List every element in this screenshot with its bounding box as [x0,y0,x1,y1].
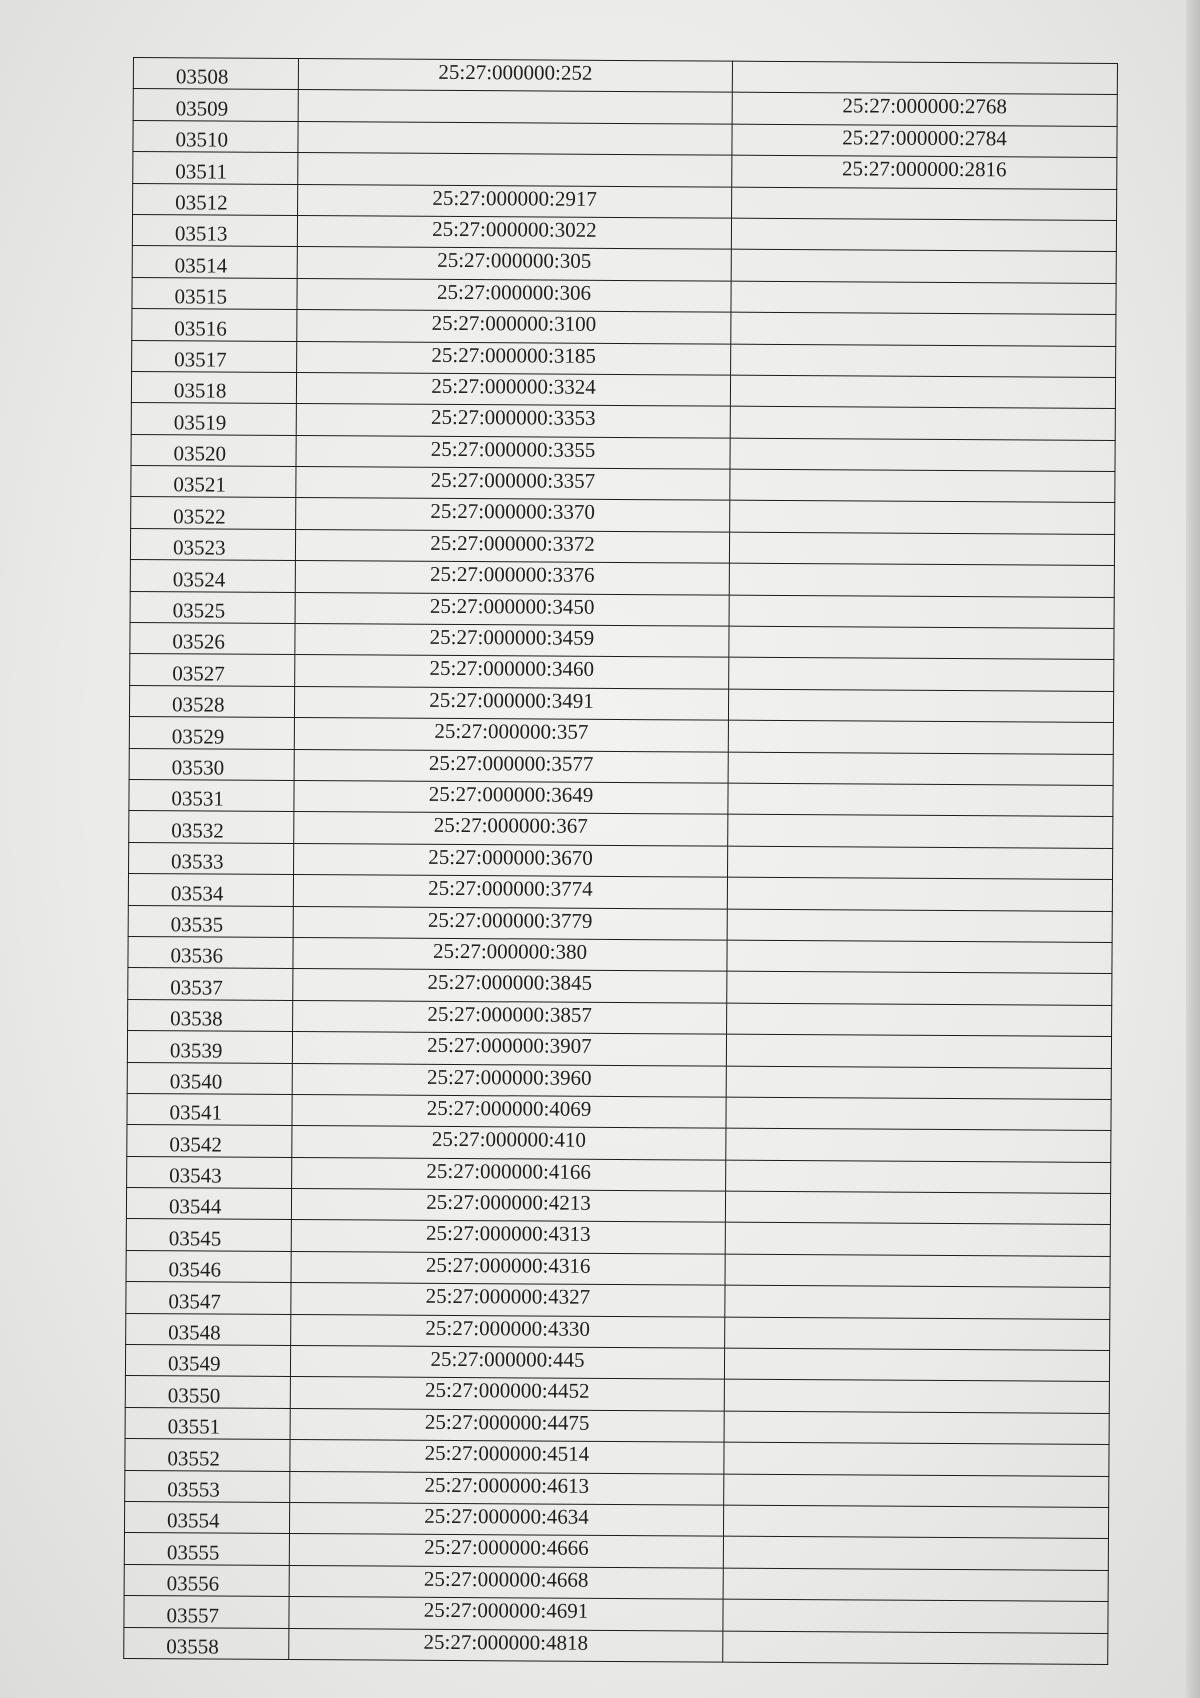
secondary-cadastral-number-cell [729,563,1114,597]
row-number-cell: 03556 [124,1564,289,1596]
row-number-cell: 03509 [133,89,298,121]
cadastral-number-cell: 25:27:000000:3185 [297,341,731,375]
cadastral-number-cell: 25:27:000000:3355 [296,435,730,469]
cadastral-number-cell: 25:27:000000:4475 [290,1408,724,1442]
secondary-cadastral-number-cell: 25:27:000000:2784 [732,124,1117,158]
cadastral-number-cell: 25:27:000000:305 [297,247,731,281]
row-number-cell: 03508 [133,58,298,90]
row-number-cell: 03532 [129,811,294,843]
cadastral-number-cell: 25:27:000000:4316 [291,1251,725,1285]
row-number-cell: 03546 [126,1250,291,1282]
secondary-cadastral-number-cell [730,501,1115,535]
secondary-cadastral-number-cell [726,1066,1111,1100]
row-number-cell: 03555 [124,1533,289,1565]
row-number-cell: 03540 [127,1062,292,1094]
row-number-cell: 03529 [129,717,294,749]
row-number-cell: 03537 [128,968,293,1000]
cadastral-number-cell: 25:27:000000:4213 [291,1189,725,1223]
cadastral-number-cell [298,153,732,187]
row-number-cell: 03514 [132,246,297,278]
secondary-cadastral-number-cell [728,815,1113,849]
row-number-cell: 03510 [133,120,298,152]
cadastral-number-cell [298,90,732,124]
cadastral-number-cell: 25:27:000000:3357 [296,467,730,501]
secondary-cadastral-number-cell [724,1380,1109,1414]
secondary-cadastral-number-cell [725,1285,1110,1319]
row-number-cell: 03553 [125,1470,290,1502]
secondary-cadastral-number-cell [730,469,1115,503]
row-number-cell: 03511 [133,152,298,184]
row-number-cell: 03531 [129,779,294,811]
row-number-cell: 03521 [131,466,296,498]
secondary-cadastral-number-cell [728,689,1113,723]
secondary-cadastral-number-cell [728,720,1113,754]
secondary-cadastral-number-cell [725,1254,1110,1288]
table-body [124,58,1118,1665]
cadastral-number-cell: 25:27:000000:3459 [295,624,729,658]
secondary-cadastral-number-cell [729,658,1114,692]
row-number-cell: 03539 [127,1031,292,1063]
secondary-cadastral-number-cell [731,312,1116,346]
secondary-cadastral-number-cell: 25:27:000000:2816 [732,155,1117,189]
cadastral-number-cell: 25:27:000000:4069 [292,1094,726,1128]
row-number-cell: 03525 [130,591,295,623]
row-number-cell: 03528 [129,685,294,717]
row-number-cell: 03536 [128,936,293,968]
row-number-cell: 03533 [129,842,294,874]
cadastral-number-cell [298,121,732,155]
cadastral-number-cell: 25:27:000000:3324 [296,372,730,406]
secondary-cadastral-number-cell [727,940,1112,974]
cadastral-number-cell: 25:27:000000:3670 [294,843,728,877]
secondary-cadastral-number-cell [731,218,1116,252]
row-number-cell: 03549 [125,1344,290,1376]
secondary-cadastral-number-cell [731,281,1116,315]
page-edge-shadow [1186,0,1200,1698]
secondary-cadastral-number-cell [732,61,1117,95]
cadastral-number-cell: 25:27:000000:2917 [298,184,732,218]
row-number-cell: 03520 [131,434,296,466]
row-number-cell: 03527 [130,654,295,686]
cadastral-number-cell: 25:27:000000:4666 [289,1534,723,1568]
row-number-cell: 03551 [125,1407,290,1439]
secondary-cadastral-number-cell [731,344,1116,378]
cadastral-number-cell: 25:27:000000:252 [298,59,732,93]
secondary-cadastral-number-cell [732,187,1117,221]
cadastral-number-cell: 25:27:000000:4691 [289,1597,723,1631]
row-number-cell: 03552 [125,1439,290,1471]
row-number-cell: 03522 [131,497,296,529]
cadastral-number-cell: 25:27:000000:306 [297,278,731,312]
secondary-cadastral-number-cell [726,1097,1111,1131]
cadastral-number-cell: 25:27:000000:3370 [296,498,730,532]
table-row [124,1627,1108,1664]
row-number-cell: 03543 [127,1156,292,1188]
secondary-cadastral-number-cell [727,971,1112,1005]
secondary-cadastral-number-cell [723,1536,1108,1570]
cadastral-number-cell: 25:27:000000:4452 [290,1377,724,1411]
secondary-cadastral-number-cell [728,783,1113,817]
cadastral-number-cell: 25:27:000000:3960 [292,1063,726,1097]
cadastral-number-cell: 25:27:000000:3907 [292,1032,726,1066]
row-number-cell: 03526 [130,623,295,655]
cadastral-number-cell: 25:27:000000:3649 [294,780,728,814]
cadastral-number-cell: 25:27:000000:380 [293,937,727,971]
secondary-cadastral-number-cell [729,626,1114,660]
row-number-cell: 03517 [132,340,297,372]
cadastral-number-cell: 25:27:000000:4613 [290,1471,724,1505]
row-number-cell: 03534 [128,874,293,906]
secondary-cadastral-number-cell [729,532,1114,566]
cadastral-number-cell: 25:27:000000:4668 [289,1565,723,1599]
cadastral-number-cell: 25:27:000000:3372 [295,529,729,563]
secondary-cadastral-number-cell [724,1474,1109,1508]
row-number-cell: 03516 [132,309,297,341]
secondary-cadastral-number-cell [730,438,1115,472]
row-number-cell: 03548 [126,1313,291,1345]
cadastral-number-cell: 25:27:000000:3774 [293,875,727,909]
cadastral-number-cell: 25:27:000000:410 [292,1126,726,1160]
secondary-cadastral-number-cell [731,250,1116,284]
secondary-cadastral-number-cell [723,1631,1108,1665]
cadastral-number-cell: 25:27:000000:3857 [293,1000,727,1034]
row-number-cell: 03530 [129,748,294,780]
secondary-cadastral-number-cell [723,1505,1108,1539]
cadastral-number-cell: 25:27:000000:3376 [295,561,729,595]
row-number-cell: 03554 [124,1501,289,1533]
secondary-cadastral-number-cell: 25:27:000000:2768 [732,93,1117,127]
secondary-cadastral-number-cell [724,1348,1109,1382]
secondary-cadastral-number-cell [730,375,1115,409]
row-number-cell: 03550 [125,1376,290,1408]
cadastral-number-cell: 25:27:000000:4327 [291,1283,725,1317]
row-number-cell: 03544 [126,1188,291,1220]
secondary-cadastral-number-cell [728,846,1113,880]
cadastral-number-cell: 25:27:000000:3491 [294,686,728,720]
row-number-cell: 03541 [127,1093,292,1125]
row-number-cell: 03523 [130,528,295,560]
row-number-cell: 03518 [131,371,296,403]
secondary-cadastral-number-cell [726,1034,1111,1068]
cadastral-number-cell: 25:27:000000:3100 [297,310,731,344]
cadastral-number-cell: 25:27:000000:3460 [295,655,729,689]
secondary-cadastral-number-cell [725,1191,1110,1225]
secondary-cadastral-number-cell [730,406,1115,440]
cadastral-number-cell: 25:27:000000:3450 [295,592,729,626]
row-number-cell: 03535 [128,905,293,937]
row-number-cell: 03519 [131,403,296,435]
secondary-cadastral-number-cell [724,1442,1109,1476]
secondary-cadastral-number-cell [725,1317,1110,1351]
cadastral-table-container [123,57,1117,1665]
row-number-cell: 03542 [127,1125,292,1157]
row-number-cell: 03558 [124,1627,289,1659]
cadastral-table [123,57,1118,1665]
cadastral-number-cell: 25:27:000000:4818 [289,1628,723,1662]
row-number-cell: 03547 [126,1282,291,1314]
secondary-cadastral-number-cell [723,1599,1108,1633]
row-number-cell: 03512 [133,183,298,215]
cadastral-number-cell: 25:27:000000:3353 [296,404,730,438]
cadastral-number-cell: 25:27:000000:4514 [290,1440,724,1474]
cadastral-number-cell: 25:27:000000:4634 [289,1502,723,1536]
cadastral-number-cell: 25:27:000000:3022 [297,215,731,249]
secondary-cadastral-number-cell [729,595,1114,629]
secondary-cadastral-number-cell [727,1003,1112,1037]
cadastral-number-cell: 25:27:000000:3779 [293,906,727,940]
secondary-cadastral-number-cell [724,1411,1109,1445]
row-number-cell: 03515 [132,277,297,309]
secondary-cadastral-number-cell [726,1160,1111,1194]
cadastral-number-cell: 25:27:000000:357 [294,718,728,752]
row-number-cell: 03545 [126,1219,291,1251]
row-number-cell: 03513 [132,214,297,246]
secondary-cadastral-number-cell [728,752,1113,786]
row-number-cell: 03557 [124,1596,289,1628]
secondary-cadastral-number-cell [725,1223,1110,1257]
secondary-cadastral-number-cell [726,1128,1111,1162]
secondary-cadastral-number-cell [727,909,1112,943]
cadastral-number-cell: 25:27:000000:4166 [292,1157,726,1191]
cadastral-number-cell: 25:27:000000:445 [290,1346,724,1380]
cadastral-number-cell: 25:27:000000:4313 [291,1220,725,1254]
secondary-cadastral-number-cell [723,1568,1108,1602]
secondary-cadastral-number-cell [727,877,1112,911]
cadastral-number-cell: 25:27:000000:367 [294,812,728,846]
cadastral-number-cell: 25:27:000000:3577 [294,749,728,783]
cadastral-number-cell: 25:27:000000:3845 [293,969,727,1003]
cadastral-number-cell: 25:27:000000:4330 [291,1314,725,1348]
row-number-cell: 03524 [130,560,295,592]
row-number-cell: 03538 [128,999,293,1031]
